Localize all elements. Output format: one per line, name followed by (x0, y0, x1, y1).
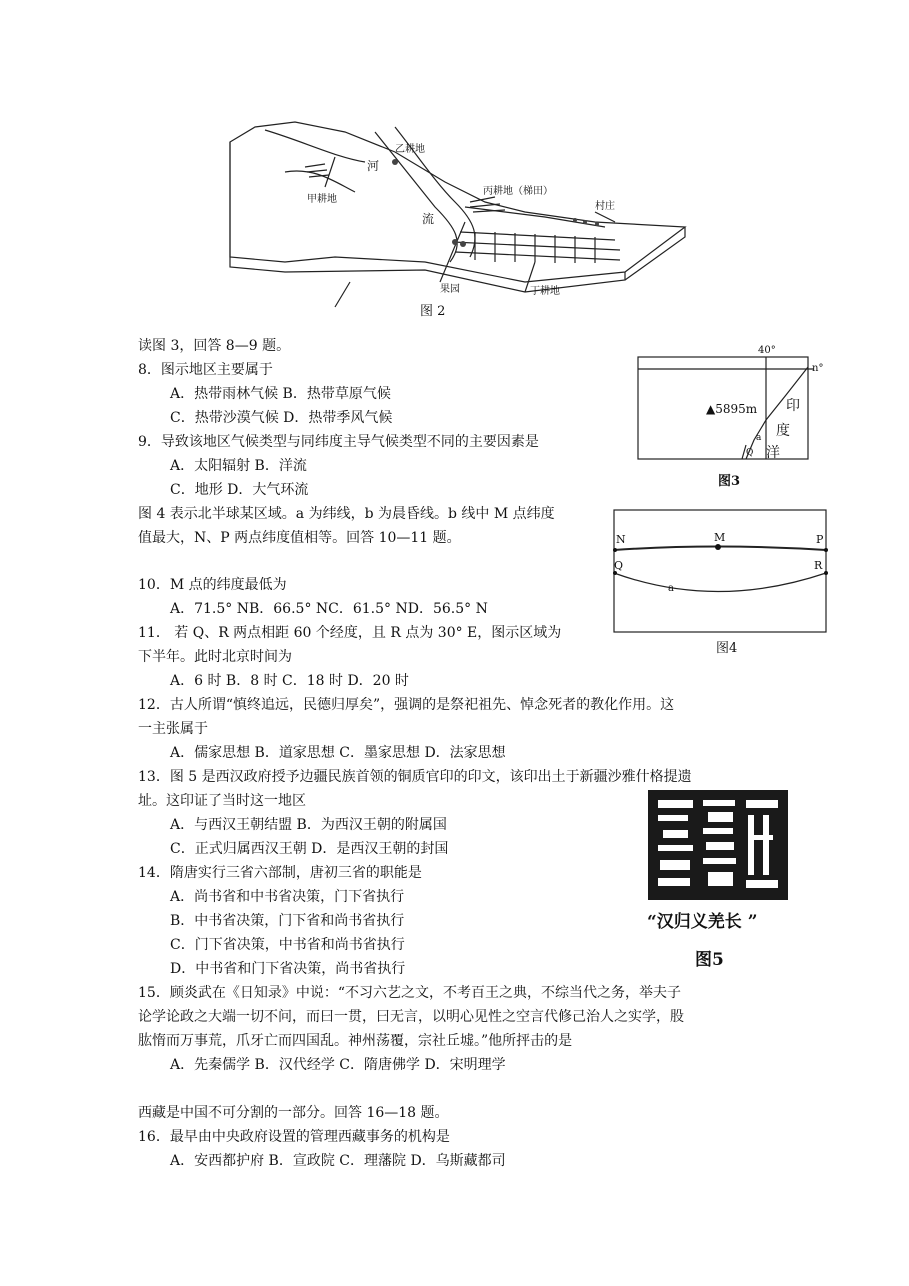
question-9: 9．导致该地区气候类型与同纬度主导气候类型不同的主要因素是 (138, 434, 539, 450)
figure-3-caption: 图3 (718, 474, 741, 489)
text-line: 址。这印证了当时这一地区 (138, 793, 306, 809)
figure-2-caption: 图 2 (420, 304, 446, 319)
peak-label: ▲5895m (706, 402, 758, 416)
option-line: A．尚书省和中书省决策，门下省执行 (170, 889, 405, 905)
lon-label: 40° (758, 345, 776, 356)
label-orchard: 果园 (440, 284, 460, 295)
option-line: C．正式归属西汉王朝 D．是西汉王朝的封国 (170, 841, 449, 857)
label-yi: 乙耕地 (395, 144, 425, 155)
question-16: 16．最早由中央政府设置的管理西藏事务的机构是 (138, 1129, 450, 1145)
option-line: B．中书省决策，门下省和尚书省执行 (170, 913, 405, 929)
line-a-label: a (668, 583, 674, 594)
ocean-char-3: 洋 (766, 445, 780, 461)
figure-2-terrain-diagram (225, 112, 695, 322)
figure-3-map (636, 345, 831, 489)
point-m: M (714, 531, 726, 544)
option-line: A．先秦儒学 B．汉代经学 C．隋唐佛学 D．宋明理学 (170, 1057, 506, 1073)
option-line: A．6 时 B．8 时 C．18 时 D．20 时 (170, 673, 409, 689)
label-village: 村庄 (595, 201, 615, 212)
label-q: Q (746, 448, 754, 458)
ocean-char-1: 印 (786, 398, 800, 414)
figure-5-caption: 图5 (695, 950, 724, 970)
figure-4-caption: 图4 (716, 641, 738, 656)
label-a: a (756, 433, 762, 443)
question-10: 10．M 点的纬度最低为 (138, 577, 287, 593)
option-line: A．与西汉王朝结盟 B．为西汉王朝的附属国 (170, 817, 447, 833)
option-line: A．太阳辐射 B．洋流 (170, 458, 307, 474)
question-12: 12．古人所谓“慎终追远，民德归厚矣”，强调的是祭祀祖先、悼念死者的教化作用。这 (138, 697, 675, 713)
label-jia: 甲耕地 (307, 194, 337, 205)
text-line: 论学论政之大端一切不问，而曰一贯，曰无言，以明心见性之空言代修己治人之实学，股 (138, 1009, 684, 1025)
text-line: 值最大，N、P 两点纬度值相等。回答 10—11 题。 (138, 530, 461, 546)
lat-label: n° (812, 363, 824, 374)
option-line: A．71.5° NB．66.5° NC．61.5° ND．56.5° N (170, 601, 488, 617)
option-line: D．中书省和门下省决策，尚书省执行 (170, 961, 406, 977)
question-15: 15．顾炎武在《日知录》中说：“不习六艺之文，不考百王之典，不综当代之务，举夫子 (138, 985, 681, 1001)
question-14: 14．隋唐实行三省六部制，唐初三省的职能是 (138, 865, 422, 881)
figure-4-diagram (606, 505, 831, 655)
seal-inscription: “汉归义羌长 ” (647, 912, 758, 932)
label-river-1: 河 (367, 159, 380, 173)
question-13: 13．图 5 是西汉政府授予边疆民族首领的铜质官印的印文，该印出土于新疆沙雅什格提遗 (138, 769, 692, 785)
option-line: C．热带沙漠气候 D．热带季风气候 (170, 410, 393, 426)
terrain-block-drawing (225, 112, 695, 322)
label-bing: 丙耕地（梯田） (483, 186, 553, 197)
text-line: 肱惰而万事荒，爪牙亡而四国乱。神州荡覆，宗社丘墟。”他所抨击的是 (138, 1033, 573, 1049)
text-line: 图 4 表示北半球某区域。a 为纬线，b 为晨昏线。b 线中 M 点纬度 (138, 506, 555, 522)
text-line: 读图 3，回答 8—9 题。 (138, 338, 291, 354)
question-11: 11． 若 Q、R 两点相距 60 个经度，且 R 点为 30° E，图示区域为 (138, 625, 562, 641)
figure-4-drawing (606, 505, 831, 635)
label-river-2: 流 (422, 212, 435, 226)
option-line: C．地形 D．大气环流 (170, 482, 309, 498)
text-line: 西藏是中国不可分割的一部分。回答 16—18 题。 (138, 1105, 449, 1121)
question-8: 8．图示地区主要属于 (138, 362, 273, 378)
option-line: A．安西都护府 B．宣政院 C．理藩院 D．乌斯藏都司 (170, 1153, 506, 1169)
text-line: 一主张属于 (138, 721, 208, 737)
option-line: A．儒家思想 B．道家思想 C．墨家思想 D．法家思想 (170, 745, 506, 761)
option-line: A．热带雨林气候 B．热带草原气候 (170, 386, 391, 402)
point-q: Q (614, 559, 624, 572)
point-n: N (616, 533, 626, 546)
seal-image (648, 790, 788, 900)
option-line: C．门下省决策，中书省和尚书省执行 (170, 937, 405, 953)
point-p: P (816, 533, 824, 546)
ocean-char-2: 度 (776, 423, 790, 439)
figure-5-seal (620, 790, 800, 980)
text-line: 下半年。此时北京时间为 (138, 649, 292, 665)
point-r: R (814, 559, 823, 572)
label-ding: 丁耕地 (530, 286, 560, 297)
